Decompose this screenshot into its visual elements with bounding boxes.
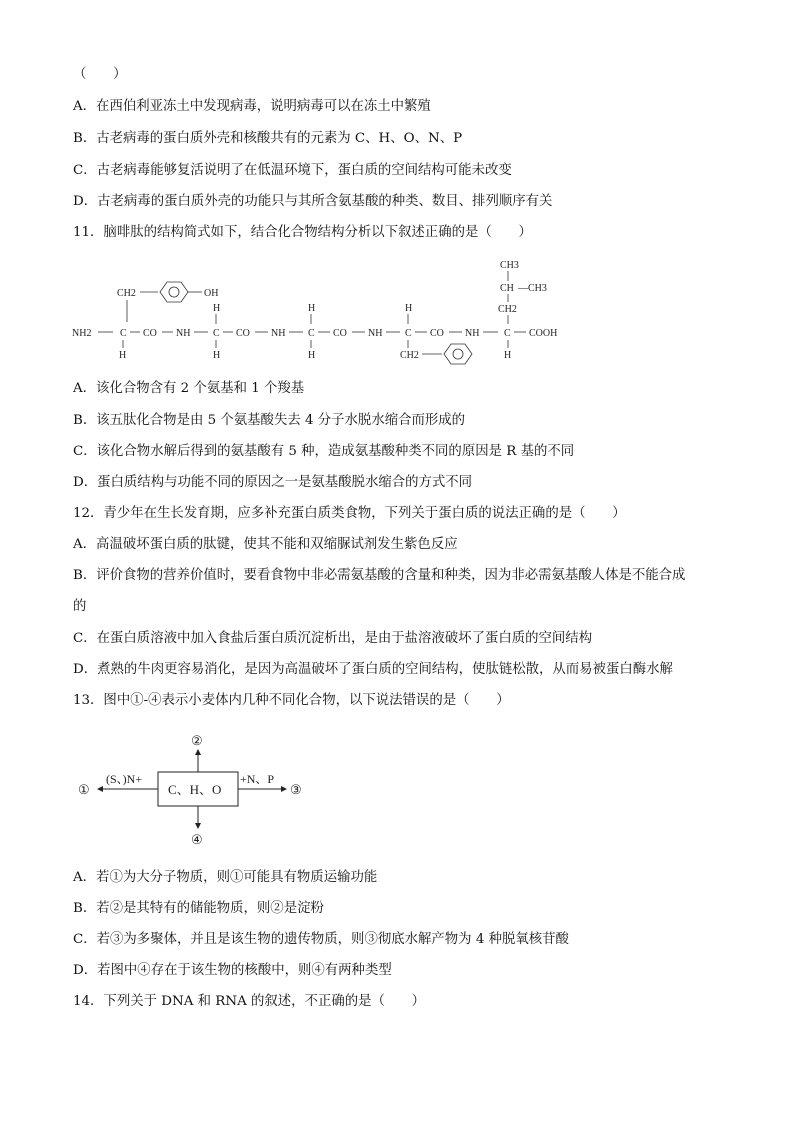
q11-nh2: NH2 bbox=[72, 328, 92, 339]
q13-option-c: C．若③为多聚体，并且是该生物的遗传物质，则③彻底水解产物为 4 种脱氧核苷酸 bbox=[73, 932, 569, 947]
q13-box-label: C、H、O bbox=[168, 782, 222, 797]
q10-option-d: D．古老病毒的蛋白质外壳的功能只与其所含氨基酸的种类、数目、排列顺序有关 bbox=[73, 194, 553, 209]
q11-ch-top: CH bbox=[500, 283, 514, 294]
q11-ch2-upper-right: CH2 bbox=[498, 304, 517, 315]
q12-option-c: C．在蛋白质溶液中加入食盐后蛋白质沉淀析出，是由于盐溶液破坏了蛋白质的空间结构 bbox=[73, 631, 593, 646]
q11-h-lower-5: H bbox=[504, 350, 512, 361]
q11-h-lower-2: H bbox=[213, 350, 221, 361]
q13-option-b: B．若②是其特有的储能物质，则②是淀粉 bbox=[73, 901, 324, 916]
q11-nh-3: NH bbox=[368, 328, 383, 339]
q12-option-d: D．煮熟的牛肉更容易消化，是因为高温破坏了蛋白质的空间结构，使肽链松散，从而易被蛋白酶水解 bbox=[73, 662, 673, 677]
q11-h-upper-3: H bbox=[308, 303, 316, 314]
q11-h-lower-1: H bbox=[119, 350, 127, 361]
q12-option-b-line1: B．评价食物的营养价值时，要看食物中非必需氨基酸的含量和种类，因为非必需氨基酸人体是不能合成 bbox=[73, 568, 686, 583]
q11-h-lower-3: H bbox=[308, 350, 316, 361]
q11-ch3-top: CH3 bbox=[500, 260, 519, 271]
q13-circle-3: ③ bbox=[290, 782, 302, 797]
q11-nh-1: NH bbox=[176, 328, 191, 339]
q11-c-5: C bbox=[504, 328, 511, 339]
q11-h-upper-4: H bbox=[405, 303, 413, 314]
q10-stem-end: （ ） bbox=[73, 67, 127, 82]
q13-left-label: (S、)N+ bbox=[106, 772, 143, 786]
q12-option-b-line2: 的 bbox=[73, 599, 87, 614]
q13-option-d: D．若图中④存在于该生物的核酸中，则④有两种类型 bbox=[73, 963, 392, 978]
q12-stem: 12．青少年在生长发育期，应多补充蛋白质类食物，下列关于蛋白质的说法正确的是（ ） bbox=[73, 506, 626, 521]
q14-stem: 14．下列关于 DNA 和 RNA 的叙述，不正确的是（ ） bbox=[73, 994, 426, 1009]
q11-option-c: C．该化合物水解后得到的氨基酸有 5 种，造成氨基酸种类不同的原因是 R 基的不同 bbox=[73, 444, 575, 459]
q13-stem: 13．图中①-④表示小麦体内几种不同化合物，以下说法错误的是（ ） bbox=[73, 693, 510, 708]
q11-cooh: COOH bbox=[529, 328, 558, 339]
q11-option-d: D．蛋白质结构与功能不同的原因之一是氨基酸脱水缩合的方式不同 bbox=[73, 475, 473, 490]
q12-option-a: A．高温破坏蛋白质的肽键，使其不能和双缩脲试剂发生紫色反应 bbox=[73, 537, 458, 552]
q11-h-upper-2: H bbox=[213, 303, 221, 314]
q11-stem: 11．脑啡肽的结构简式如下，结合化合物结构分析以下叙述正确的是（ ） bbox=[73, 225, 532, 240]
q10-option-c: C．古老病毒能够复活说明了在低温环境下，蛋白质的空间结构可能未改变 bbox=[73, 163, 512, 178]
q13-diagram bbox=[72, 728, 332, 850]
q10-option-a: A．在西伯利亚冻土中发现病毒，说明病毒可以在冻土中繁殖 bbox=[73, 99, 431, 114]
q11-co-2: CO bbox=[236, 328, 250, 339]
q11-c-3: C bbox=[308, 328, 315, 339]
q11-co-4: CO bbox=[430, 328, 444, 339]
q11-ch3-side: —CH3 bbox=[518, 283, 547, 294]
q11-co-1: CO bbox=[143, 328, 157, 339]
q13-circle-2: ② bbox=[191, 733, 203, 748]
q11-nh-4: NH bbox=[465, 328, 480, 339]
q11-c-1: C bbox=[120, 328, 127, 339]
q11-option-b: B．该五肽化合物是由 5 个氨基酸失去 4 分子水脱水缩合而形成的 bbox=[73, 413, 466, 428]
q11-c-4: C bbox=[405, 328, 412, 339]
q11-oh: OH bbox=[204, 288, 219, 299]
q13-circle-1: ① bbox=[78, 782, 90, 797]
q11-nh-2: NH bbox=[271, 328, 286, 339]
q13-circle-4: ④ bbox=[191, 832, 203, 847]
q13-right-label: +N、P bbox=[240, 772, 275, 786]
q11-ch2-bottom: CH2 bbox=[400, 350, 419, 361]
q11-c-2: C bbox=[213, 328, 220, 339]
q11-ch2-top-left: CH2 bbox=[117, 288, 136, 299]
q13-option-a: A．若①为大分子物质，则①可能具有物质运输功能 bbox=[73, 870, 378, 885]
q10-option-b: B．古老病毒的蛋白质外壳和核酸共有的元素为 C、H、O、N、P bbox=[73, 131, 463, 146]
q11-structure-figure bbox=[70, 252, 570, 370]
q11-co-3: CO bbox=[333, 328, 347, 339]
q11-option-a: A．该化合物含有 2 个氨基和 1 个羧基 bbox=[73, 381, 305, 396]
